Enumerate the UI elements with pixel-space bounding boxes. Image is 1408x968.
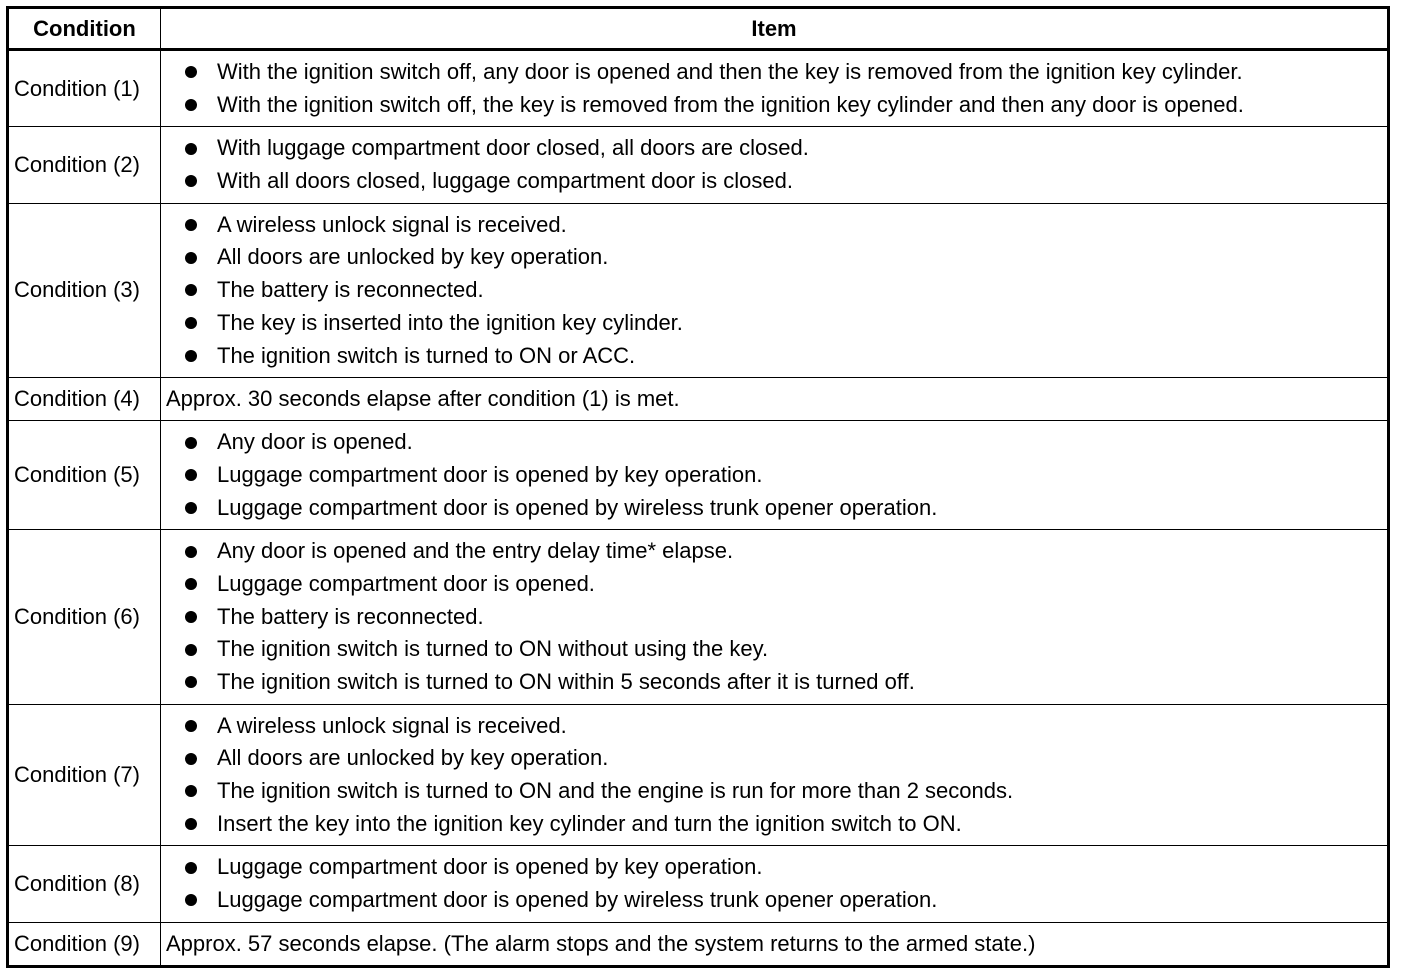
bullet-icon xyxy=(185,252,197,264)
table-row xyxy=(8,922,1389,966)
list-item xyxy=(161,241,1387,274)
list-item xyxy=(161,742,1387,775)
condition-label: Condition (4) xyxy=(8,378,161,421)
item-text: All doors are unlocked by key operation. xyxy=(217,745,609,771)
list-item xyxy=(161,132,1387,165)
item-cell xyxy=(161,846,1389,922)
list-item xyxy=(161,340,1387,373)
bullet-icon xyxy=(185,818,197,830)
item-text: The ignition switch is turned to ON and the engine is run for more than 2 seconds. xyxy=(217,778,1014,804)
list-item xyxy=(161,710,1387,743)
condition-label: Condition (9) xyxy=(8,922,161,966)
bullet-icon xyxy=(185,350,197,362)
item-text: Any door is opened. xyxy=(217,429,413,455)
item-text: Approx. 30 seconds elapse after condition (1) is met. xyxy=(166,386,680,412)
header-row xyxy=(8,8,1389,50)
condition-label: Condition (1) xyxy=(8,50,161,127)
list-item xyxy=(161,535,1387,568)
item-list xyxy=(161,56,1387,121)
item-text: A wireless unlock signal is received. xyxy=(217,211,567,237)
list-item xyxy=(161,492,1387,525)
item-text: Luggage compartment door is opened by wireless trunk opener operation. xyxy=(217,494,938,520)
list-item xyxy=(161,666,1387,699)
item-text: Luggage compartment door is opened by key operation. xyxy=(217,461,763,487)
table-row xyxy=(8,378,1389,421)
table-row xyxy=(8,203,1389,377)
bullet-icon xyxy=(185,469,197,481)
bullet-icon xyxy=(185,611,197,623)
item-cell xyxy=(161,922,1389,966)
bullet-icon xyxy=(185,578,197,590)
bullet-icon xyxy=(185,66,197,78)
item-list xyxy=(161,132,1387,197)
item-cell xyxy=(161,50,1389,127)
condition-label: Condition (5) xyxy=(8,421,161,530)
item-text: Any door is opened and the entry delay time* elapse. xyxy=(217,538,734,564)
item-text: Luggage compartment door is opened. xyxy=(217,570,595,596)
item-text: The battery is reconnected. xyxy=(217,277,484,303)
list-item xyxy=(161,307,1387,340)
item-text: Luggage compartment door is opened by wireless trunk opener operation. xyxy=(217,887,938,913)
bullet-icon xyxy=(185,644,197,656)
list-item xyxy=(161,274,1387,307)
item-text: The ignition switch is turned to ON without using the key. xyxy=(217,636,769,662)
bullet-icon xyxy=(185,546,197,558)
bullet-icon xyxy=(185,317,197,329)
list-item xyxy=(161,775,1387,808)
table-row xyxy=(8,127,1389,203)
item-text: The battery is reconnected. xyxy=(217,603,484,629)
header-condition: Condition xyxy=(8,8,161,50)
item-text: The ignition switch is turned to ON or ACC. xyxy=(217,342,636,368)
table-row xyxy=(8,50,1389,127)
table-row xyxy=(8,846,1389,922)
item-text: Luggage compartment door is opened by key operation. xyxy=(217,854,763,880)
header-item: Item xyxy=(161,8,1389,50)
condition-label: Condition (3) xyxy=(8,203,161,377)
item-cell xyxy=(161,421,1389,530)
condition-label: Condition (8) xyxy=(8,846,161,922)
list-item xyxy=(161,568,1387,601)
condition-label: Condition (6) xyxy=(8,530,161,704)
list-item xyxy=(161,426,1387,459)
bullet-icon xyxy=(185,175,197,187)
bullet-icon xyxy=(185,284,197,296)
item-text: With all doors closed, luggage compartment door is closed. xyxy=(217,168,793,194)
item-text: With the ignition switch off, any door is opened and then the key is removed from the ignition key cylinder. xyxy=(217,59,1243,84)
item-text: With luggage compartment door closed, all doors are closed. xyxy=(217,135,809,161)
item-cell xyxy=(161,704,1389,846)
item-text: All doors are unlocked by key operation. xyxy=(217,244,609,270)
item-list xyxy=(161,209,1387,372)
list-item xyxy=(161,633,1387,666)
item-list xyxy=(161,710,1387,841)
list-item xyxy=(161,209,1387,242)
bullet-icon xyxy=(185,99,197,111)
bullet-icon xyxy=(185,502,197,514)
table-row xyxy=(8,421,1389,530)
item-text: The ignition switch is turned to ON within 5 seconds after it is turned off. xyxy=(217,669,915,694)
item-text: The key is inserted into the ignition key cylinder. xyxy=(217,309,683,335)
list-item xyxy=(161,884,1387,917)
item-list xyxy=(161,426,1387,524)
item-text: With the ignition switch off, the key is removed from the ignition key cylinder and then any door is opened. xyxy=(217,91,1244,117)
bullet-icon xyxy=(185,720,197,732)
item-list xyxy=(161,851,1387,916)
bullet-icon xyxy=(185,676,197,688)
condition-label: Condition (7) xyxy=(8,704,161,846)
table-row xyxy=(8,704,1389,846)
list-item xyxy=(161,56,1387,89)
bullet-icon xyxy=(185,143,197,155)
list-item xyxy=(161,165,1387,198)
table-row xyxy=(8,530,1389,704)
list-item xyxy=(161,459,1387,492)
condition-label: Condition (2) xyxy=(8,127,161,203)
item-list xyxy=(161,535,1387,698)
list-item xyxy=(161,89,1387,122)
item-text: Insert the key into the ignition key cylinder and turn the ignition switch to ON. xyxy=(217,810,962,836)
list-item xyxy=(161,851,1387,884)
list-item xyxy=(161,808,1387,841)
list-item xyxy=(161,601,1387,634)
bullet-icon xyxy=(185,862,197,874)
table-body xyxy=(8,50,1389,967)
condition-table xyxy=(6,6,1390,968)
bullet-icon xyxy=(185,437,197,449)
item-cell xyxy=(161,203,1389,377)
bullet-icon xyxy=(185,785,197,797)
bullet-icon xyxy=(185,894,197,906)
item-text: Approx. 57 seconds elapse. (The alarm stops and the system returns to the armed state.) xyxy=(166,930,1036,956)
item-cell xyxy=(161,127,1389,203)
item-cell xyxy=(161,530,1389,704)
bullet-icon xyxy=(185,753,197,765)
bullet-icon xyxy=(185,219,197,231)
item-text: A wireless unlock signal is received. xyxy=(217,712,567,738)
item-cell xyxy=(161,378,1389,421)
